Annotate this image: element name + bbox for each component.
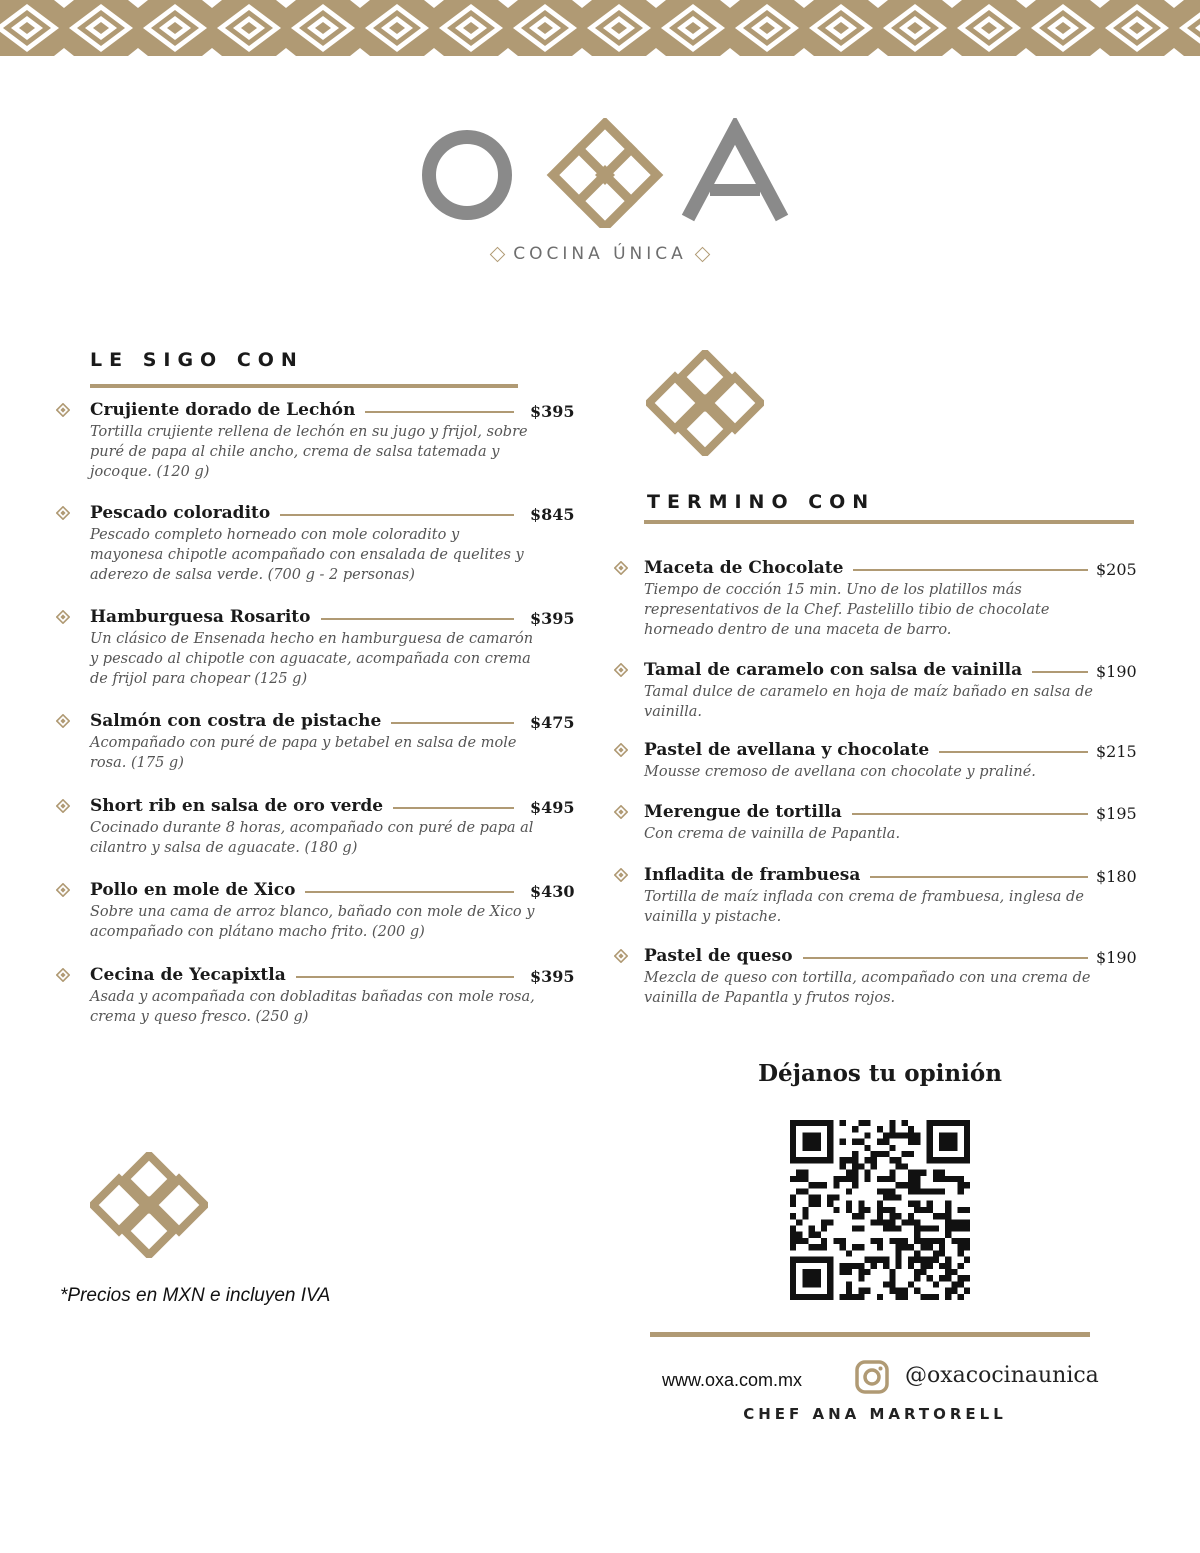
menu-item-price: $845 (530, 505, 575, 524)
menu-item (90, 503, 575, 593)
diamond-bullet-icon (614, 662, 628, 676)
menu-item (90, 796, 575, 886)
menu-item-price: $205 (1096, 560, 1137, 579)
menu-item-description: Acompañado con puré de papa y betabel en salsa de mole rosa. (175 g) (90, 735, 517, 771)
menu-item-price: $495 (530, 798, 575, 817)
menu-item-description: Pescado completo horneado con mole coloradito y mayonesa chipotle acompañado con ensalada de quelites y aderezo de salsa verde. (700 g - 2 personas) (90, 527, 524, 583)
menu-item-price: $475 (530, 713, 575, 732)
menu-item (644, 558, 1136, 648)
menu-item (90, 965, 575, 1055)
website-link[interactable]: www.oxa.com.mx (662, 1370, 803, 1390)
diamond-bullet-icon (56, 505, 70, 519)
brand-tagline (0, 244, 1200, 264)
section-title-termino-con: TERMINO CON (647, 491, 876, 513)
menu-item-name: Pastel de avellana y chocolate (644, 740, 939, 760)
menu-item-name: Short rib en salsa de oro verde (90, 796, 393, 816)
diamond-bullet-icon (56, 402, 70, 416)
menu-item-price: $195 (1096, 804, 1137, 823)
menu-item (644, 660, 1136, 750)
menu-item-price: $395 (530, 402, 575, 421)
menu-item-description: Cocinado durante 8 horas, acompañado con puré de papa al cilantro y salsa de aguacate. (180 g) (90, 820, 534, 856)
diamond-bullet-icon (614, 742, 628, 756)
menu-item-name: Cecina de Yecapixtla (90, 965, 296, 985)
chef-name: CHEF ANA MARTORELL (743, 1405, 1007, 1423)
menu-item (90, 607, 575, 697)
menu-item-price: $215 (1096, 742, 1137, 761)
opinion-title: Déjanos tu opinión (758, 1060, 1002, 1087)
oxa-motif-icon (90, 1152, 208, 1258)
section-rule (90, 384, 518, 388)
menu-item-name: Merengue de tortilla (644, 802, 852, 822)
diamond-bullet-icon (614, 804, 628, 818)
menu-item-name: Pescado coloradito (90, 503, 280, 523)
diamond-bullet-icon (56, 798, 70, 812)
menu-item-name: Pollo en mole de Xico (90, 880, 305, 900)
decorative-top-band (0, 0, 1200, 56)
menu-item-price: $395 (530, 609, 575, 628)
menu-item-price: $395 (530, 967, 575, 986)
menu-item-description: Tortilla de maíz inflada con crema de frambuesa, inglesa de vainilla y pistache. (644, 889, 1084, 925)
menu-item-description: Tortilla crujiente rellena de lechón en su jugo y frijol, sobre puré de papa al chile ancho, crema de salsa tatemada y jocoque. (120 g) (90, 424, 528, 480)
menu-item (644, 865, 1136, 955)
footer-rule (650, 1332, 1090, 1337)
qr-code[interactable] (790, 1120, 970, 1300)
diamond-bullet-icon (614, 948, 628, 962)
menu-item (90, 400, 575, 490)
section-rule (644, 520, 1134, 524)
diamond-bullet-icon (56, 967, 70, 981)
menu-item-name: Pastel de queso (644, 946, 803, 966)
oxa-motif-icon (646, 350, 764, 456)
menu-item-price: $430 (530, 882, 575, 901)
instagram-icon[interactable] (855, 1360, 889, 1394)
diamond-icon (695, 246, 711, 262)
diamond-bullet-icon (614, 867, 628, 881)
menu-item-name: Salmón con costra de pistache (90, 711, 391, 731)
diamond-bullet-icon (56, 882, 70, 896)
diamond-bullet-icon (56, 609, 70, 623)
menu-item-description: Tiempo de cocción 15 min. Uno de los platillos más representativos de la Chef. Pastelillo tibio de chocolate horneado dentro de una maceta de barro. (644, 582, 1050, 638)
menu-item-description: Sobre una cama de arroz blanco, bañado con mole de Xico y acompañado con plátano macho frito. (200 g) (90, 904, 535, 940)
menu-item-description: Mousse cremoso de avellana con chocolate y praliné. (644, 764, 1036, 780)
tagline-text: COCINA ÚNICA (513, 244, 687, 264)
menu-item-description: Con crema de vainilla de Papantla. (644, 826, 901, 842)
menu-item-name: Infladita de frambuesa (644, 865, 870, 885)
menu-item-name: Tamal de caramelo con salsa de vainilla (644, 660, 1032, 680)
menu-item (90, 711, 575, 801)
diamond-bullet-icon (56, 713, 70, 727)
menu-item (644, 946, 1136, 1036)
menu-item-name: Crujiente dorado de Lechón (90, 400, 365, 420)
menu-item-description: Asada y acompañada con dobladitas bañadas con mole rosa, crema y queso fresco. (250 g) (90, 989, 535, 1025)
menu-item (90, 880, 575, 970)
price-note: *Precios en MXN e incluyen IVA (60, 1285, 331, 1306)
diamond-bullet-icon (614, 560, 628, 574)
menu-item-name: Maceta de Chocolate (644, 558, 853, 578)
menu-item-description: Un clásico de Ensenada hecho en hamburguesa de camarón y pescado al chipotle con aguacate, acompañada con crema de frijol para chopear (125 g) (90, 631, 534, 687)
menu-item-price: $190 (1096, 948, 1137, 967)
section-title-le-sigo-con: LE SIGO CON (90, 349, 304, 371)
menu-item-description: Tamal dulce de caramelo en hoja de maíz bañado en salsa de vainilla. (644, 684, 1093, 720)
menu-item-price: $190 (1096, 662, 1137, 681)
instagram-handle[interactable]: @oxacocinaunica (905, 1363, 1099, 1388)
menu-item-name: Hamburguesa Rosarito (90, 607, 321, 627)
oxa-logo (420, 118, 790, 228)
menu-item-price: $180 (1096, 867, 1137, 886)
diamond-icon (490, 246, 506, 262)
menu-item-description: Mezcla de queso con tortilla, acompañado con una crema de vainilla de Papantla y frutos rojos. (644, 970, 1091, 1006)
